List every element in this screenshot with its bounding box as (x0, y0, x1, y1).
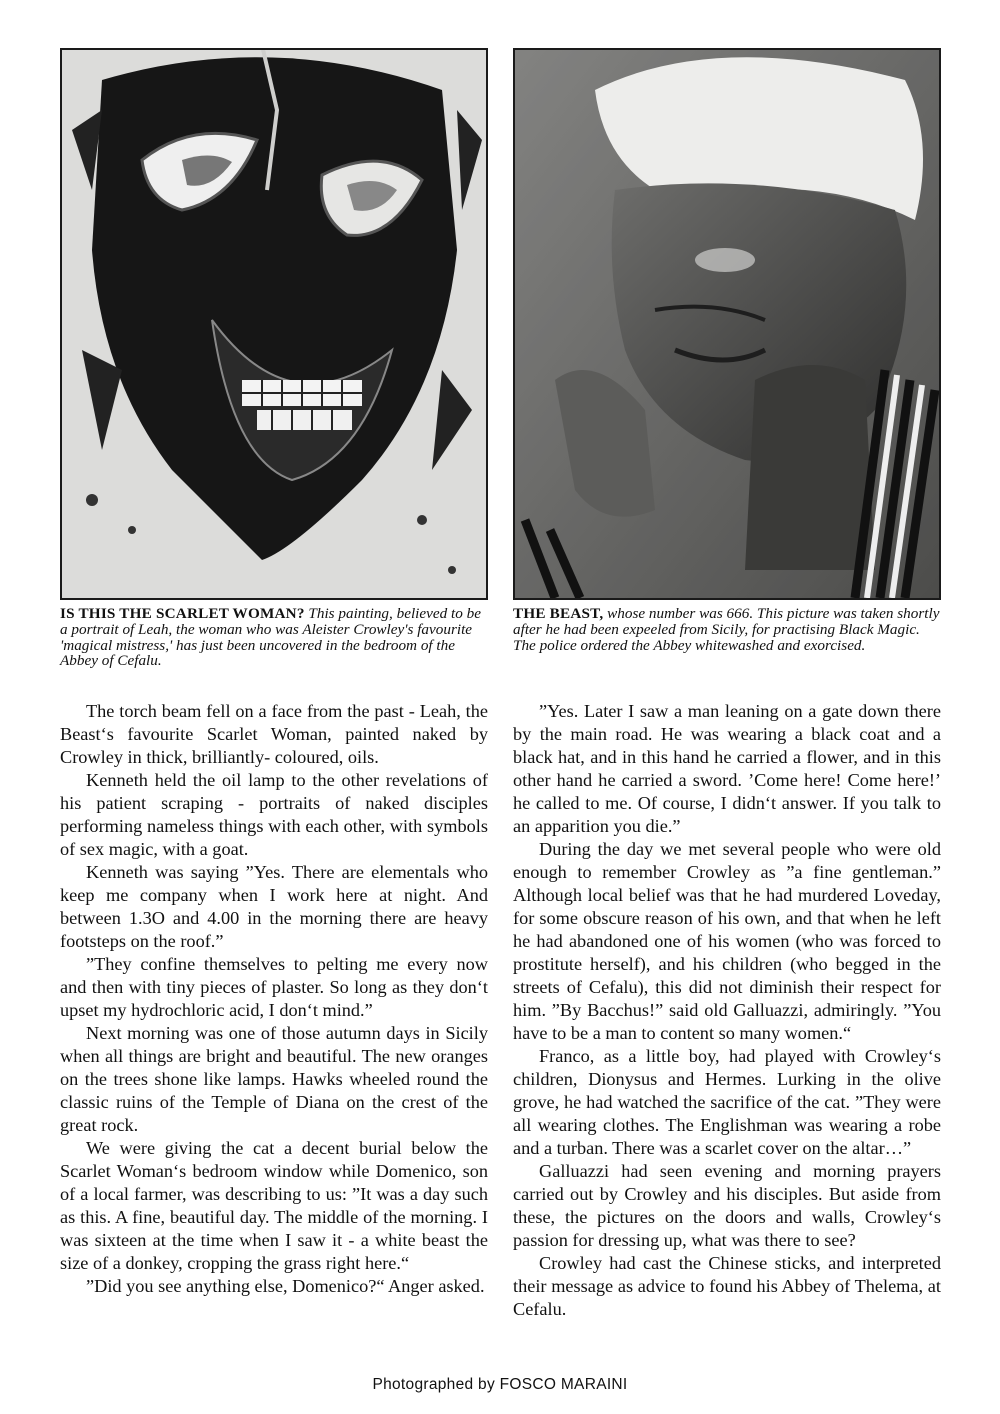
paragraph: Next morning was one of those autumn days in Sicily when all things are bright and beautiful. The new oranges on the trees shone like lamps. Hawks wheeled round the classic ruins of the Temple of Diana on the crest of the great rock. (60, 1023, 488, 1135)
caption-body: whose number was 666. This picture was taken shortly after he had been expeeled from Sicily, for practising Black Magic. The police ordered the Abbey whitewashed and exorcised. (513, 605, 940, 654)
paragraph: Kenneth held the oil lamp to the other revelations of his patient scraping - portraits of naked disciples performing nameless things with each other, with symbols of sex magic, with a goat. (60, 770, 488, 859)
paragraph: We were giving the cat a decent burial below the Scarlet Woman‘s bedroom window while Domenico, son of a local farmer, was describing to us: ”It was a day such as this. A fine, beautiful day. The middle of the morning. I was sixteen at the time when I saw it - a white beast the size of a donkey, cropping the grass right here.“ (60, 1138, 488, 1273)
paragraph: The torch beam fell on a face from the past - Leah, the Beast‘s favourite Scarlet Woman, painted naked by Crowley in thick, brilliantly- coloured, oils. (60, 701, 488, 767)
paragraph: ”Yes. Later I saw a man leaning on a gate down there by the main road. He was wearing a black coat and a black hat, and in this hand he carried a flower, and in this other hand he carried a sword. ’Come here! Come here!’ he called to me. Of course, I didn‘t answer. If you talk to an apparition you die.” (513, 701, 941, 836)
beast-photo (513, 48, 941, 600)
caption-body: This painting, believed to be a portrait of Leah, the woman who was Aleister Crowley's favourite 'magical mistress,' has just been uncovered in the bedroom of the Abbey of Cefalu. (60, 605, 481, 670)
paragraph: During the day we met several people who were old enough to remember Crowley as ”a fine gentleman.” Although local belief was that he had murdered Loveday, for some obscure reason of his own, and that when he left he had abandoned one of his women (who was forced to prostitute herself), and his children (who begged in the streets of Cefalu), this did not diminish their respect for him. ”By Bacchus!” said old Galluazzi, admiringly. ”You have to be a man to content so many women.“ (513, 839, 941, 1043)
article-column-left (60, 700, 488, 1298)
paragraph: ”Did you see anything else, Domenico?“ Anger asked. (86, 1276, 485, 1296)
paragraph: ”They confine themselves to pelting me every now and then with tiny pieces of plaster. So long as they don‘t upset my hydrochloric acid, I don‘t mind.” (60, 954, 488, 1020)
paragraph: Galluazzi had seen evening and morning prayers carried out by Crowley and his disciples. But aside from these, the pictures on the doors and walls, Crowley‘s passion for dressing up, what was there to see? (513, 1161, 941, 1250)
photo-credit: Photographed by FOSCO MARAINI (372, 1376, 628, 1393)
article-column-right (513, 700, 941, 1321)
paragraph: Crowley had cast the Chinese sticks, and interpreted their message as advice to found his Abbey of Thelema, at Cefalu. (513, 1253, 941, 1319)
scarlet-woman-painting-image (62, 50, 486, 598)
caption-lead: THE BEAST, (513, 605, 604, 622)
painting-photo (60, 48, 488, 600)
paragraph: Kenneth was saying ”Yes. There are elementals who keep me company when I work here at night. And between 1.3O and 4.00 in the morning there are heavy footsteps on the roof.” (60, 862, 488, 951)
beast-portrait-image (515, 50, 939, 598)
caption-lead: IS THIS THE SCARLET WOMAN? (60, 605, 305, 622)
beast-caption (513, 606, 941, 653)
paragraph: Franco, as a little boy, had played with Crowley‘s children, Dionysus and Hermes. Lurking in the olive grove, he had watched the sacrifice of the cat. ”They were all wearing clothes. The Englishman was wearing a robe and a turban. There was a scarlet cover on the altar…” (513, 1046, 941, 1158)
painting-caption (60, 606, 488, 669)
